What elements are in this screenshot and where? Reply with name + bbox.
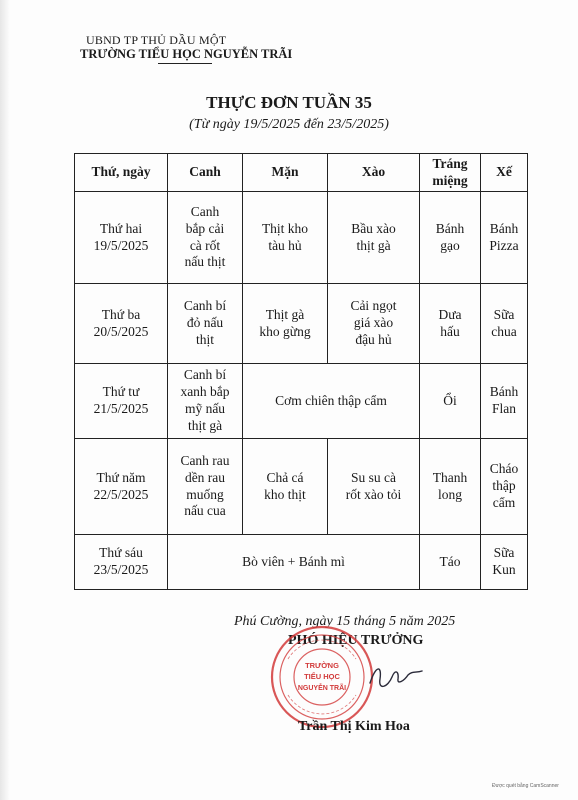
- seal-line-3: NGUYỄN TRÃI: [297, 685, 347, 692]
- table-row: [75, 535, 528, 590]
- cell-trang-mieng: Táo: [420, 535, 481, 590]
- seal-line-2: TIỂU HỌC: [304, 672, 340, 681]
- header-school: TRƯỜNG TIỂU HỌC NGUYỄN TRÃI: [80, 47, 293, 61]
- school-seal-stamp: [268, 623, 376, 731]
- table-row: [75, 284, 528, 364]
- col-header-xao: Xào: [328, 154, 420, 192]
- cell-canh: Canh bí xanh bắp mỹ nấu thịt gà: [168, 364, 243, 439]
- seal-line-1: TRƯỜNG: [305, 661, 339, 670]
- cell-man: Chả cá kho thịt: [243, 439, 328, 535]
- cell-xe: Bánh Pizza: [481, 192, 528, 284]
- col-header-day: Thứ, ngày: [75, 154, 168, 192]
- cell-canh: Canh rau dền rau muống nấu cua: [168, 439, 243, 535]
- cell-xao: Cải ngọt giá xào đậu hủ: [328, 284, 420, 364]
- cell-man-xao-merged: Cơm chiên thập cẩm: [243, 364, 420, 439]
- cell-trang-mieng: Thanh long: [420, 439, 481, 535]
- menu-date-range: (Từ ngày 19/5/2025 đến 23/5/2025): [189, 117, 389, 132]
- cell-trang-mieng: Ổi: [420, 364, 481, 439]
- scanner-watermark: Được quét bằng CamScanner: [492, 783, 559, 789]
- col-header-canh: Canh: [168, 154, 243, 192]
- place-date: Phú Cường, ngày 15 tháng 5 năm 2025: [234, 614, 456, 629]
- cell-man: Thịt gà kho gừng: [243, 284, 328, 364]
- cell-main-merged: Bò viên + Bánh mì: [168, 535, 420, 590]
- cell-xao: Bầu xào thịt gà: [328, 192, 420, 284]
- cell-xe: Sữa chua: [481, 284, 528, 364]
- cell-day: Thứ ba 20/5/2025: [75, 284, 168, 364]
- signer-role: PHÓ HIỆU TRƯỞNG: [288, 633, 424, 648]
- col-header-xe: Xế: [481, 154, 528, 192]
- cell-day: Thứ sáu 23/5/2025: [75, 535, 168, 590]
- weekly-menu-table: [74, 153, 528, 590]
- cell-man: Thịt kho tàu hủ: [243, 192, 328, 284]
- header-org: UBND TP THỦ DẦU MỘT: [86, 33, 227, 47]
- cell-day: Thứ hai 19/5/2025: [75, 192, 168, 284]
- table-header-row: [75, 154, 528, 192]
- header-underline: [158, 63, 212, 64]
- handwritten-signature: [366, 657, 426, 697]
- cell-xao: Su su cà rốt xào tỏi: [328, 439, 420, 535]
- cell-xe: Cháo thập cẩm: [481, 439, 528, 535]
- signer-name: Trần Thị Kim Hoa: [298, 719, 410, 734]
- table-row: [75, 364, 528, 439]
- cell-canh: Canh bắp cải cà rốt nấu thịt: [168, 192, 243, 284]
- cell-trang-mieng: Bánh gạo: [420, 192, 481, 284]
- table-row: [75, 439, 528, 535]
- col-header-trang-mieng: Tráng miệng: [420, 154, 481, 192]
- cell-trang-mieng: Dưa hấu: [420, 284, 481, 364]
- table-row: [75, 192, 528, 284]
- col-header-man: Mặn: [243, 154, 328, 192]
- menu-title: THỰC ĐƠN TUẦN 35: [206, 93, 372, 112]
- cell-xe: Bánh Flan: [481, 364, 528, 439]
- cell-canh: Canh bí đỏ nấu thịt: [168, 284, 243, 364]
- cell-day: Thứ tư 21/5/2025: [75, 364, 168, 439]
- cell-xe: Sữa Kun: [481, 535, 528, 590]
- cell-day: Thứ năm 22/5/2025: [75, 439, 168, 535]
